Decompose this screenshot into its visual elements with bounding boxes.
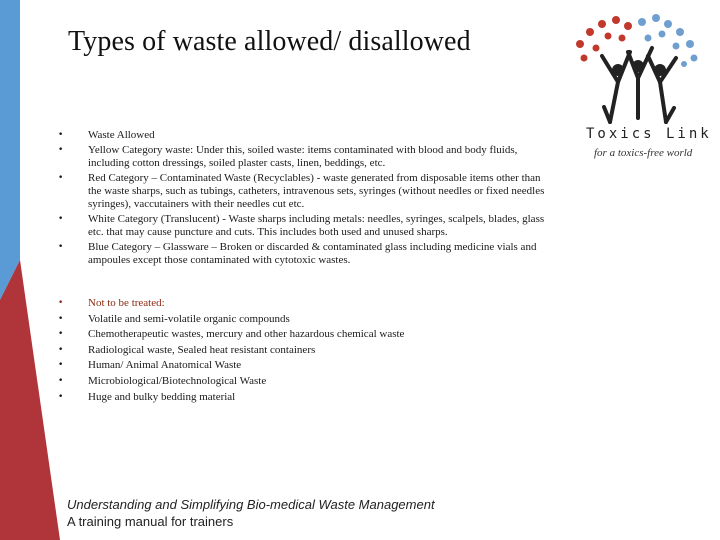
list-item: • Not to be treated: <box>58 297 548 310</box>
logo-wordmark: Toxics Link <box>586 126 712 142</box>
list-item: • Blue Category – Glassware – Broken or discarded & contaminated glass including medicine vials and ampoules except those contaminated with cytotoxic wastes. <box>58 241 548 267</box>
list-item: • White Category (Translucent) - Waste sharps including metals: needles, syringes, scalpels, blades, glass etc. that may cause puncture and cuts. This includes both used and unused sharps. <box>58 213 548 239</box>
list-item: • Volatile and semi-volatile organic compounds <box>58 313 548 326</box>
list-item: • Huge and bulky bedding material <box>58 391 548 404</box>
allowed-waste-list <box>58 129 548 269</box>
list-item: • Chemotherapeutic wastes, mercury and other hazardous chemical waste <box>58 328 548 341</box>
side-decoration <box>0 0 60 540</box>
footer-line-1: Understanding and Simplifying Bio-medical Waste Management <box>67 497 435 512</box>
list-item: • Radiological waste, Sealed heat resistant containers <box>58 344 548 357</box>
logo-tagline: for a toxics-free world <box>594 147 693 159</box>
footer-line-2: A training manual for trainers <box>67 514 234 529</box>
slide-title: Types of waste allowed/ disallowed <box>68 26 471 57</box>
list-item: • Yellow Category waste: Under this, soiled waste: items contaminated with blood and body fluids, including cotton dressings, soiled plaster casts, linen, beddings, etc. <box>58 144 548 170</box>
list-item: • Microbiological/Biotechnological Waste <box>58 375 548 388</box>
disallowed-waste-list <box>58 297 548 406</box>
list-item: • Red Category – Contaminated Waste (Recyclables) - waste generated from disposable items other than the waste sharps, such as tubings, catheters, intravenous sets, syringes (without needles or fixed needles syringes), vaccutainers with their needles cut etc. <box>58 172 548 211</box>
footer <box>67 496 435 530</box>
list-item: • Human/ Animal Anatomical Waste <box>58 359 548 372</box>
list-item: • Waste Allowed <box>58 129 548 142</box>
